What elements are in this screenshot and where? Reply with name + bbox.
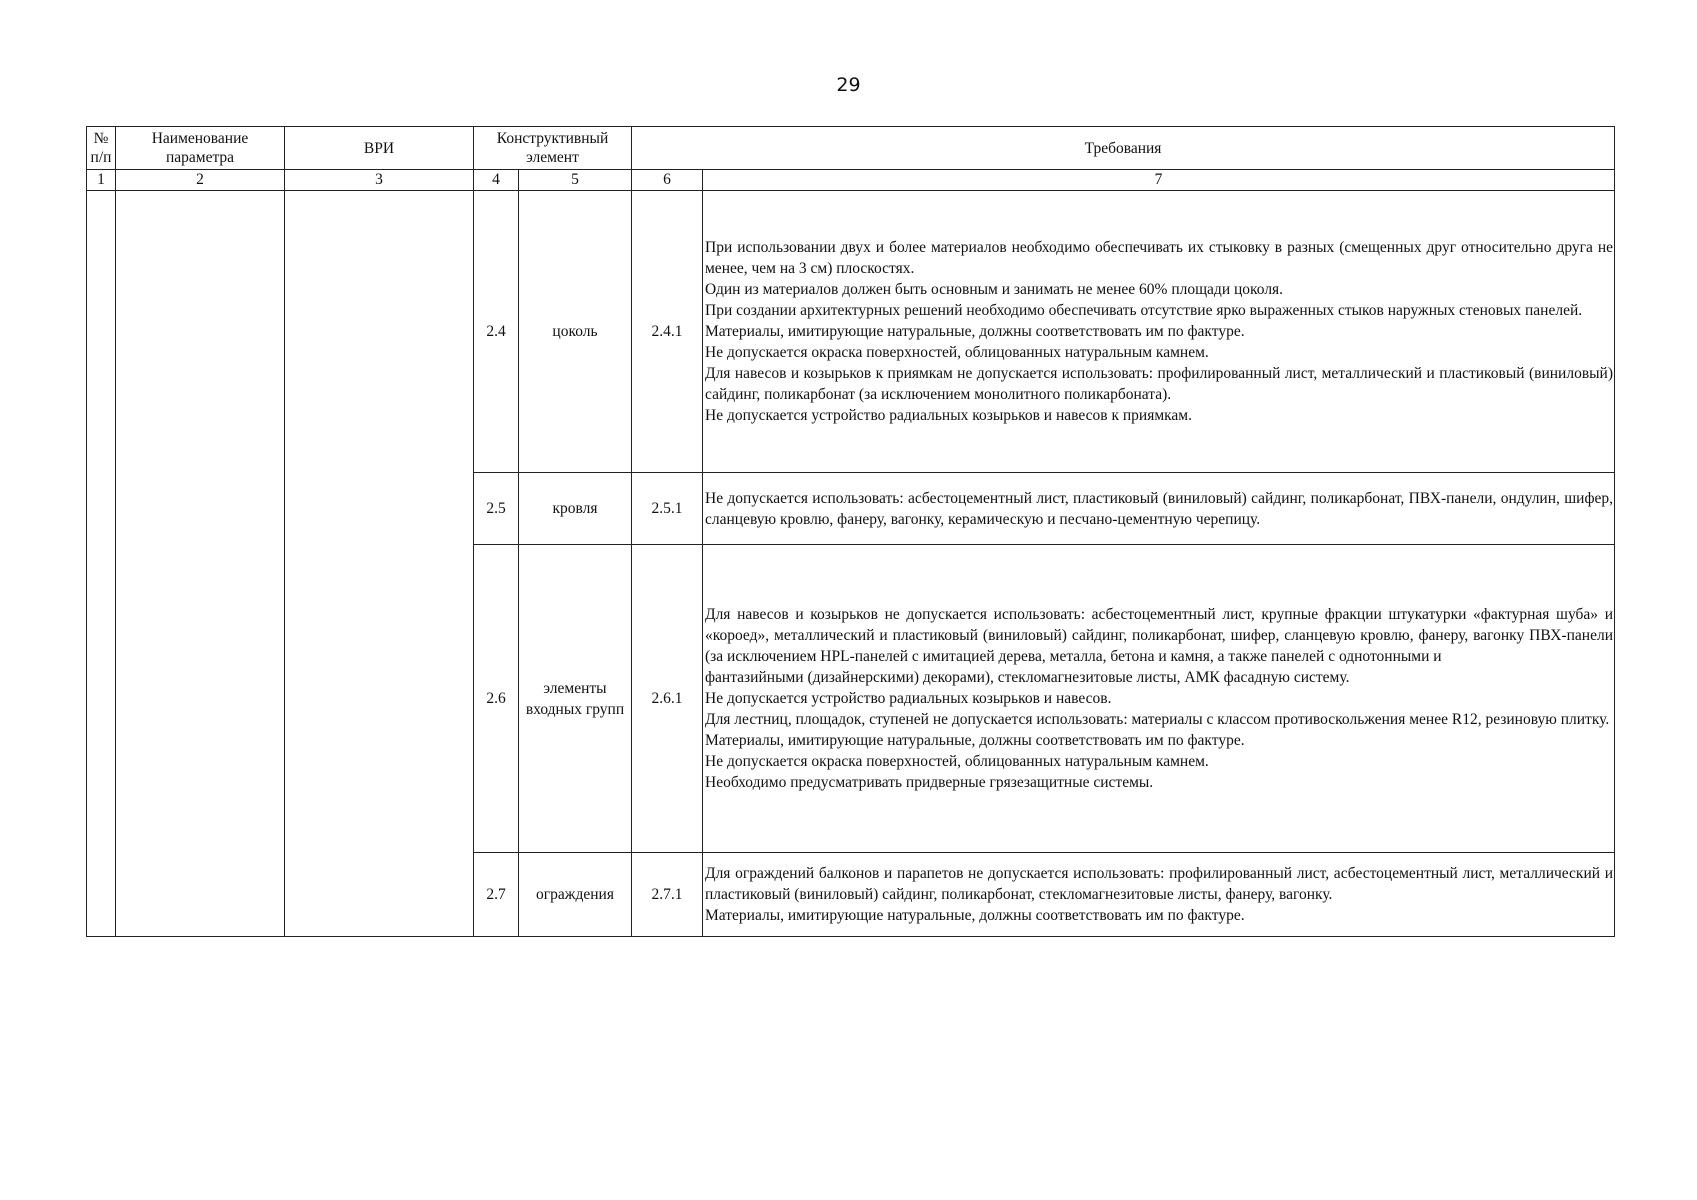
requirement-text: Необходимо предусматривать придверные грязезащитные системы. bbox=[705, 774, 1154, 791]
requirement-text: Для ограждений балконов и парапетов не допускается использовать: профилированный лист, асбестоцементный лист, металлический и пластиковый (виниловый) сайдинг, поликарбонат, стекломагнезитовые листы, фанеру, вагонку. bbox=[705, 865, 1614, 903]
column-number: 7 bbox=[703, 170, 1615, 191]
requirement-text: фантазийными (дизайнерскими) декорами), стекломагнезитовые листы, АМК фасадную систему. bbox=[705, 669, 1350, 686]
requirement-text: Не допускается окраска поверхностей, облицованных натуральным камнем. bbox=[705, 753, 1209, 770]
page-number: 29 bbox=[836, 74, 861, 96]
row-requirements bbox=[703, 853, 1615, 937]
merged-vri-cell bbox=[285, 191, 474, 937]
column-numbers-row bbox=[87, 170, 1615, 191]
row-number: 2.6 bbox=[474, 545, 519, 853]
requirement-text: Не допускается устройство радиальных козырьков и навесов. bbox=[705, 690, 1112, 707]
requirement-text: Материалы, имитирующие натуральные, должны соответствовать им по фактуре. bbox=[705, 907, 1245, 924]
column-number: 1 bbox=[87, 170, 116, 191]
requirement-text: Не допускается окраска поверхностей, облицованных натуральным камнем. bbox=[705, 344, 1209, 361]
column-number: 2 bbox=[116, 170, 285, 191]
merged-parameter-cell bbox=[116, 191, 285, 937]
header-number: № п/п bbox=[87, 127, 116, 170]
row-requirements bbox=[703, 473, 1615, 545]
requirement-text: Для навесов и козырьков не допускается использовать: асбестоцементный лист, крупные фракции штукатурки «фактурная шуба» и «короед», металлический и пластиковый (виниловый) сайдинг, поликарбонат, шифер, сланцевую кровлю, фанеру, вагонку ПВХ-панели (за исключением HPL-панелей с имитацией дерева, металла, бетона и камня, а также панелей с однотонными и bbox=[705, 606, 1614, 665]
column-number: 3 bbox=[285, 170, 474, 191]
requirements-table bbox=[86, 126, 1615, 937]
table-row bbox=[87, 191, 1615, 473]
requirement-text: Материалы, имитирующие натуральные, должны соответствовать им по фактуре. bbox=[705, 732, 1245, 749]
header-vri: ВРИ bbox=[285, 127, 474, 170]
row-requirements bbox=[703, 545, 1615, 853]
column-number: 6 bbox=[632, 170, 703, 191]
requirement-text: Не допускается использовать: асбестоцементный лист, пластиковый (виниловый) сайдинг, поликарбонат, ПВХ-панели, ондулин, шифер, сланцевую кровлю, фанеру, вагонку, керамическую и песчано-цементную черепицу. bbox=[705, 489, 1614, 528]
requirement-text: При создании архитектурных решений необходимо обеспечивать отсутствие ярко выраженных стыков наружных стеновых панелей. bbox=[705, 302, 1583, 319]
merged-number-cell bbox=[87, 191, 116, 937]
row-code: 2.4.1 bbox=[632, 191, 703, 473]
header-requirements: Требования bbox=[632, 127, 1615, 170]
row-number: 2.7 bbox=[474, 853, 519, 937]
row-code: 2.5.1 bbox=[632, 473, 703, 545]
row-requirements bbox=[703, 191, 1615, 473]
requirement-text: При использовании двух и более материалов необходимо обеспечивать их стыковку в разных (смещенных друг относительно друга не менее, чем на 3 см) плоскостях. bbox=[705, 239, 1614, 277]
header-row bbox=[87, 127, 1615, 170]
requirement-text: Для лестниц, площадок, ступеней не допускается использовать: материалы с классом противоскольжения менее R12, резиновую плитку. bbox=[705, 711, 1610, 728]
row-code: 2.7.1 bbox=[632, 853, 703, 937]
requirement-text: Не допускается устройство радиальных козырьков и навесов к приямкам. bbox=[705, 407, 1192, 424]
column-number: 4 bbox=[474, 170, 519, 191]
requirement-text: Материалы, имитирующие натуральные, должны соответствовать им по фактуре. bbox=[705, 323, 1245, 340]
row-element: кровля bbox=[519, 473, 632, 545]
row-number: 2.5 bbox=[474, 473, 519, 545]
column-number: 5 bbox=[519, 170, 632, 191]
row-element: цоколь bbox=[519, 191, 632, 473]
row-element: элементы входных групп bbox=[519, 545, 632, 853]
header-parameter-name: Наименование параметра bbox=[116, 127, 285, 170]
row-number: 2.4 bbox=[474, 191, 519, 473]
row-element: ограждения bbox=[519, 853, 632, 937]
requirement-text: Для навесов и козырьков к приямкам не допускается использовать: профилированный лист, металлический и пластиковый (виниловый) сайдинг, поликарбонат (за исключением монолитного поликарбоната). bbox=[705, 365, 1614, 403]
header-structural-element: Конструктивный элемент bbox=[474, 127, 632, 170]
row-code: 2.6.1 bbox=[632, 545, 703, 853]
requirement-text: Один из материалов должен быть основным и занимать не менее 60% площади цоколя. bbox=[705, 281, 1284, 298]
